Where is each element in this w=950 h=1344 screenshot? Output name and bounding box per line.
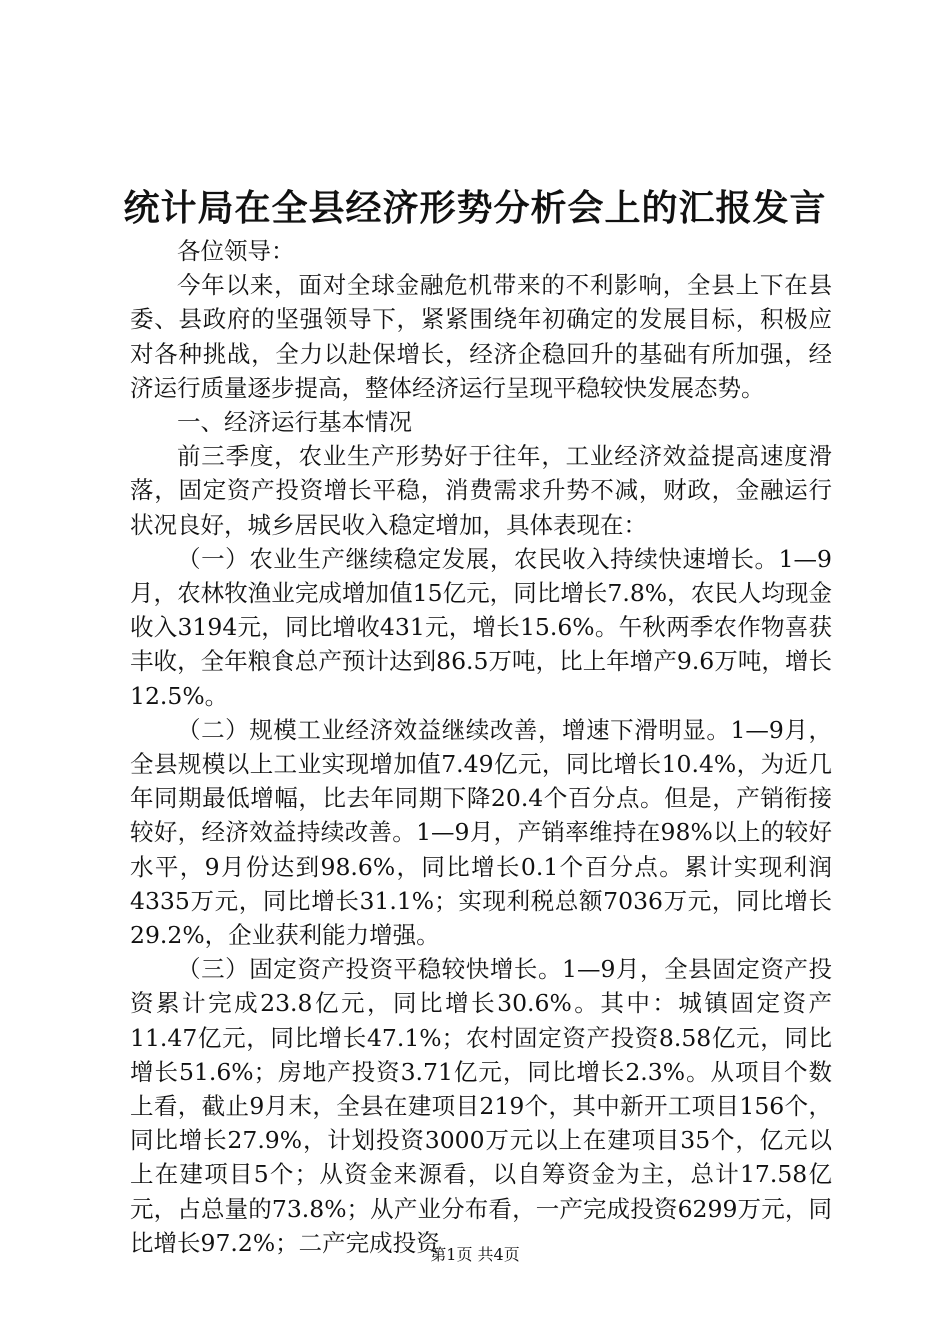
section-heading: 一、经济运行基本情况 bbox=[177, 408, 412, 437]
page-footer: 第1页 共4页 bbox=[430, 1245, 520, 1264]
salutation: 各位领导： bbox=[177, 237, 295, 265]
paragraph-agriculture: （一）农业生产继续稳定发展，农民收入持续快速增长。1—9月，农林牧渔业完成增加值15亿元，同比增长7.8%，农民人均现金收入3194元，同比增收431元，增长15.6%。午秋两季农作物喜获丰收，全年粮食总产预计达到86.5万吨，比上年增产9.6万吨，增长12.5%。 bbox=[130, 544, 832, 710]
paragraph-investment: （三）固定资产投资平稳较快增长。1—9月，全县固定资产投资累计完成23.8亿元，同比增长30.6%。其中：城镇固定资产11.47亿元，同比增长47.1%；农村固定资产投资8.58亿元，同比增长51.6%；房地产投资3.71亿元，同比增长2.3%。从项目个数上看，截止9月末，全县在建项目219个，其中新开工项目156个，同比增长27.9%，计划投资3000万元以上在建项目35个，亿元以上在建项目5个；从资金来源看，以自筹资金为主，总计17.58亿元，占总量的73.8%；从产业分布看，一产完成投资6299万元，同比增长97.2%；二产完成投资 bbox=[130, 955, 832, 1257]
document-body bbox=[130, 234, 832, 1260]
paragraph-overview: 前三季度，农业生产形势好于往年，工业经济效益提高速度滑落，固定资产投资增长平稳，消费需求升势不减，财政，金融运行状况良好，城乡居民收入稳定增加，具体表现在： bbox=[130, 442, 832, 539]
document-title: 统计局在全县经济形势分析会上的汇报发言 bbox=[123, 187, 827, 229]
paragraph-industry: （二）规模工业经济效益继续改善，增速下滑明显。1—9月，全县规模以上工业实现增加值7.49亿元，同比增长10.4%，为近几年同期最低增幅，比去年同期下降20.4个百分点。但是，产销衔接较好，经济效益持续改善。1—9月，产销率维持在98%以上的较好水平，9月份达到98.6%，同比增长0.1个百分点。累计实现利润4335万元，同比增长31.1%；实现利税总额7036万元，同比增长29.2%，企业获利能力增强。 bbox=[130, 715, 832, 950]
paragraph-intro: 今年以来，面对全球金融危机带来的不利影响，全县上下在县委、县政府的坚强领导下，紧紧围绕年初确定的发展目标，积极应对各种挑战，全力以赴保增长，经济企稳回升的基础有所加强，经济运行质量逐步提高，整体经济运行呈现平稳较快发展态势。 bbox=[130, 271, 832, 402]
